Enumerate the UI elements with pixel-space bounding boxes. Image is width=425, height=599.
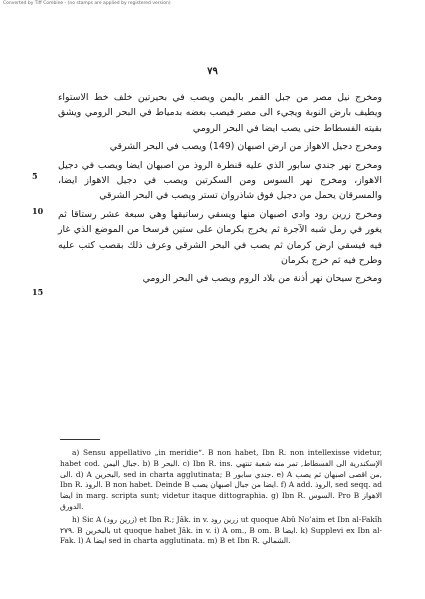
line-number-15: 15 [32, 286, 44, 297]
paragraph-dujail-text: ومخرج دجيل الاهواز من ارض اصبهان (149) ويصب في البحر الشرقي [109, 141, 382, 153]
line-number-10: 10 [32, 205, 44, 216]
paragraph-jundi-sabur [32, 158, 382, 216]
paragraph-jundi-sabur-text: ومخرج نهر جندي سابور الذي عليه قنطرة الروذ من اصبهان ايضا ويصب في دجيل الاهواز، ومخرج نهر السوس ومن السكرتين ويصب في دجيل الاهواز ايضا، والمسرقان يحمل من دجيل فوق شاذروان تستر ويصب في البحر الشرقي [58, 159, 382, 202]
converter-banner: Converted by Tiff Combine - (no stamps are applied by registered version) [3, 1, 171, 6]
footnote-rule [60, 439, 100, 440]
paragraph-zarin-rud-text: ومخرج زرين رود وادي اصبهان منها ويسقي رساتيقها وهي سبعة عشر رستاقا ثم يغور في رمل شبه الآجرة ثم يخرج بكرمان على ستين فرسخا من الموضع الذي غار فيه فيسقي ارض كرمان ثم يصب في البحر الشرقي وعرف ذلك بقصب كتب عليه وطرح فيه ثم خرج بكرمان [58, 208, 382, 267]
paragraph-saihan: ومخرج سيحان نهر أذنة من بلاد الروم ويصب في البحر الرومي [142, 273, 382, 285]
footnotes [60, 448, 382, 549]
page-number: ٧٩ [207, 66, 218, 77]
arabic-main-text [32, 90, 382, 297]
paragraph-nile: ومخرج نيل مصر من جبل القمر باليمن ويصب في بحيرتين خلف خط الاستواء ويطيف بارض النوبة ويجيء الى مصر فيصب بعضه بدمياط في البحر الرومي ويشق بقيته الفسطاط حتى يصب ايضا في البحر الرومي [58, 92, 382, 134]
footnote-block-2: h) Sic A (زرين رود) et Ibn R.; Jâk. in v. زرين رود ut quoque Abû No’aim et Ibn al-Fakîh ٢٧٩. B بالبخرين ut quoque habet Jâk. in v. i) A om., B om. B ايضا. k) Supplevi ex Ibn al-Fak. l) A ايضا sed in charta agglutinata. m) B et Ibn R. الشمالي. [60, 514, 382, 546]
line-number-5: 5 [32, 171, 38, 182]
footnote-block-1: a) Sensu appellativo „in meridie“. B non habet, Ibn R. non intellexisse videtur, habet cod. جبال اليمن. b) B البحر. c) Ibn R. ins. الإسكندرية الى الفسطاط, تمر منه شعبة تنتهي الى. d) A البحرين, sed in charta agglutinata; B جندي سابور. e) A من اقصى اصبهان ثم يصب, Ibn R. الروذ. B non habet. Deinde B ايضا من جبال اصبهان يصب. f) A add. الروذ, sed seqq. ad ايضا in marg. scripta sunt; videtur itaque dittographia. g) Ibn R. السوس. Pro B الاهواز الدورق. [60, 448, 383, 511]
